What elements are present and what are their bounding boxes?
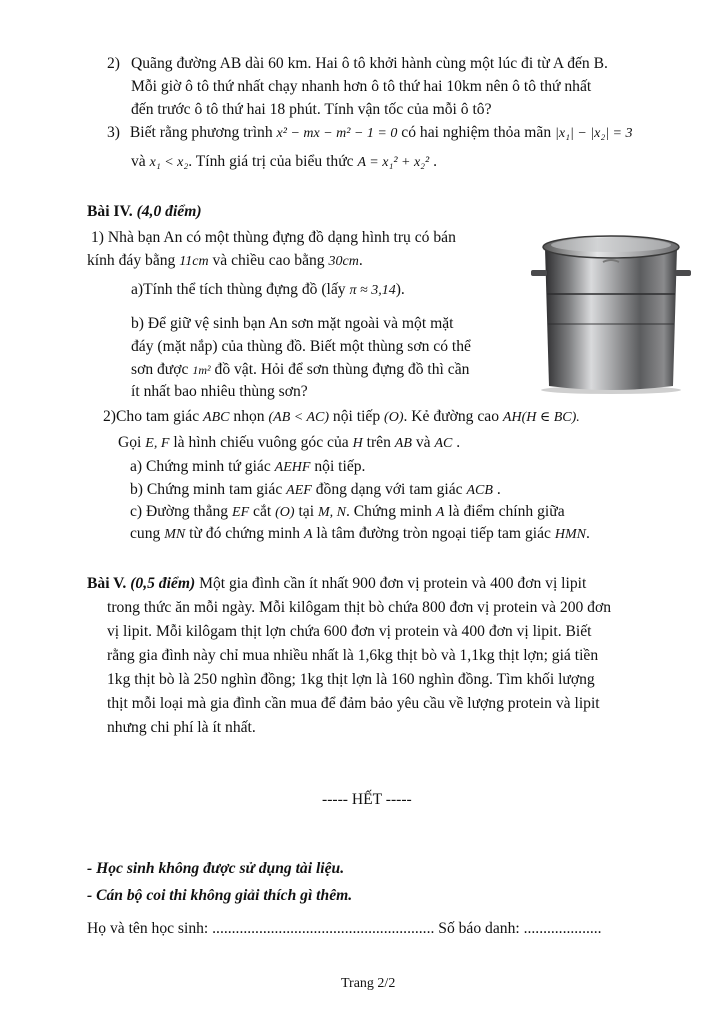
part5-title: Bài V. [87,575,127,592]
points-ef: E, F [145,436,170,451]
points-mn: M, N [317,505,346,520]
q3-condition: |x₁| − |x₂| = 3 [555,126,633,141]
p1-line-2 [87,252,363,270]
note-2: - Cán bộ coi thi không giải thích gì thêm. [87,887,353,904]
part4-a-end: ). [395,281,405,298]
triangle-acb: ACB [466,483,493,498]
part4-title: Bài IV. [87,203,133,220]
p2-part-c-line-1 [130,503,565,521]
part5-line-5: 1kg thịt bò là 250 nghìn đồng; 1kg thịt lợn là 160 nghìn đồng. Tìm khối lượng [107,671,595,688]
p2a-text-b: nội tiếp. [314,458,366,475]
arc-mn: MN [164,527,186,542]
point-a-2: A [303,527,313,542]
q3-line-1 [107,124,633,142]
segment-ab: AB [394,436,412,451]
p1-line2-b: và chiều cao bằng [212,252,325,269]
stainless-steel-bucket-icon [523,228,699,396]
p2b-text-b: đồng dạng với tam giác [315,481,463,498]
p2c-text-b: cắt [253,503,272,520]
p2-line-1 [103,408,580,426]
q3-line2-b: . Tính giá trị của biểu thức [188,153,354,170]
part4-a [131,281,405,299]
triangle-hmn: HMN [554,527,586,542]
p2-part-a [130,458,365,476]
part5-line-1 [87,575,586,593]
part4-b-line-3 [131,361,469,379]
p2-line1-a: 2)Cho tam giác [103,408,200,425]
paint-area: 1m² [192,363,211,377]
q2-line-2: Mỗi giờ ô tô thứ nhất chạy nhanh hơn ô tô thứ hai 10km nên ô tô thứ nhất [131,78,592,95]
p2c-text-c: tại [298,503,315,520]
part5-line-4: rằng gia đình này chỉ mua nhiều nhất là 1,6kg thịt bò và 1,1kg thịt lợn; giá tiền [107,647,599,664]
p2c-text-e: là điểm chính giữa [448,503,565,520]
p2-part-b [130,481,501,499]
student-info-line: Họ và tên học sinh: ......................................................... Số báo danh: .................... [87,920,602,937]
triangle-aef: AEF [286,483,312,498]
part5-line-2: trong thức ăn mỗi ngày. Mỗi kilôgam thịt bò chứa 800 đơn vị protein và 200 đơn [107,599,612,616]
q3-inequality: x₁ < x₂ [149,155,189,170]
p2-line-2 [118,434,460,452]
part4-b-line-2: đáy (mặt nắp) của thùng đồ. Biết một thùng sơn có thể [131,338,471,355]
p1-line2-a: kính đáy bằng [87,252,176,269]
quad-aehf: AEHF [274,460,311,475]
q2-line-1: Quãng đường AB dài 60 km. Hai ô tô khởi hành cùng một lúc đi từ A đến B. [131,55,608,72]
q2-number: 2) [107,55,120,72]
p2-line1-d: . Kẻ đường cao [403,408,499,425]
triangle-abc: ABC [203,410,230,425]
q3-end: . [433,153,438,170]
part5-line1-text: Một gia đình cần ít nhất 900 đơn vị protein và 400 đơn vị lipit [199,575,587,592]
part4-b-line3-b: đồ vật. Hỏi để sơn thùng đựng đồ thì cần [214,361,470,378]
circle-o-2: (O) [275,505,295,520]
part4-heading [87,203,202,221]
part5-points: (0,5 điểm) [130,575,196,592]
part4-points: (4,0 điểm) [136,203,202,220]
segment-ac: AC [434,436,453,451]
p2-line2-b: là hình chiếu vuông góc của [173,434,349,451]
p2-line1-c: nội tiếp [332,408,381,425]
q3-expression: A = x₁² + x₂² [357,155,430,170]
p2c2-end: . [585,525,590,542]
p2-line2-e: . [456,434,461,451]
p2b-end: . [496,481,501,498]
p2b-text-a: b) Chứng minh tam giác [130,481,283,498]
radius-value: 11cm [179,254,209,269]
q2-line-3: đến trước ô tô thứ hai 18 phút. Tính vận tốc của mỗi ô tô? [131,101,492,118]
pi-approx: π ≈ 3,14 [349,283,396,298]
p2-line2-d: và [415,434,431,451]
q3-equation: x² − mx − m² − 1 = 0 [276,126,398,141]
part5-line-3: vị lipit. Mỗi kilôgam thịt lợn chứa 600 đơn vị protein và 400 đơn vị lipit. Biết [107,623,592,640]
p2-part-c-line-2 [130,525,590,543]
circle-o: (O) [384,410,404,425]
q3-text-a: Biết rằng phương trình [129,124,273,141]
end-mark: ----- HẾT ----- [322,791,412,808]
p2c2-text-a: cung [130,525,161,542]
p2c2-text-b: từ đó chứng minh [189,525,301,542]
p1-line-1: 1) Nhà bạn An có một thùng đựng đồ dạng hình trụ có bán [91,229,456,246]
p2c-text-a: c) Đường thẳng [130,503,229,520]
p2-condition: (AB < AC) [268,410,330,425]
part4-a-text: a)Tính thể tích thùng đựng đồ (lấy [131,281,346,298]
q3-number: 3) [107,124,120,141]
p2c-text-d: . Chứng minh [345,503,432,520]
note-1: - Học sinh không được sử dụng tài liệu. [87,860,345,877]
q3-line-2 [131,153,437,171]
part4-b-line-1: b) Để giữ vệ sinh bạn An sơn mặt ngoài và một mặt [131,315,454,332]
p2a-text-a: a) Chứng minh tứ giác [130,458,271,475]
part4-b-line-4: ít nhất bao nhiêu thùng sơn? [131,383,308,400]
part5-line-7: nhưng chi phí là ít nhất. [107,719,256,736]
q3-line2-a: và [131,153,146,170]
point-h: H [352,436,363,451]
altitude-ah: AH(H ∈ BC). [502,410,580,425]
page-number: Trang 2/2 [341,976,396,991]
p2-line1-b: nhọn [233,408,265,425]
line-ef: EF [232,505,250,520]
height-value: 30cm [328,254,359,269]
p2-line2-a: Gọi [118,434,142,451]
part4-b-line3-a: sơn được [131,361,189,378]
p2c2-text-c: là tâm đường tròn ngoại tiếp tam giác [316,525,551,542]
point-a: A [435,505,445,520]
q3-text-b: có hai nghiệm thỏa mãn [401,124,552,141]
p1-line2-c: . [358,252,363,269]
p2-line2-c: trên [366,434,391,451]
part5-line-6: thịt mỗi loại mà gia đình cần mua để đảm bảo yêu cầu về lượng protein và lipit [107,695,600,712]
